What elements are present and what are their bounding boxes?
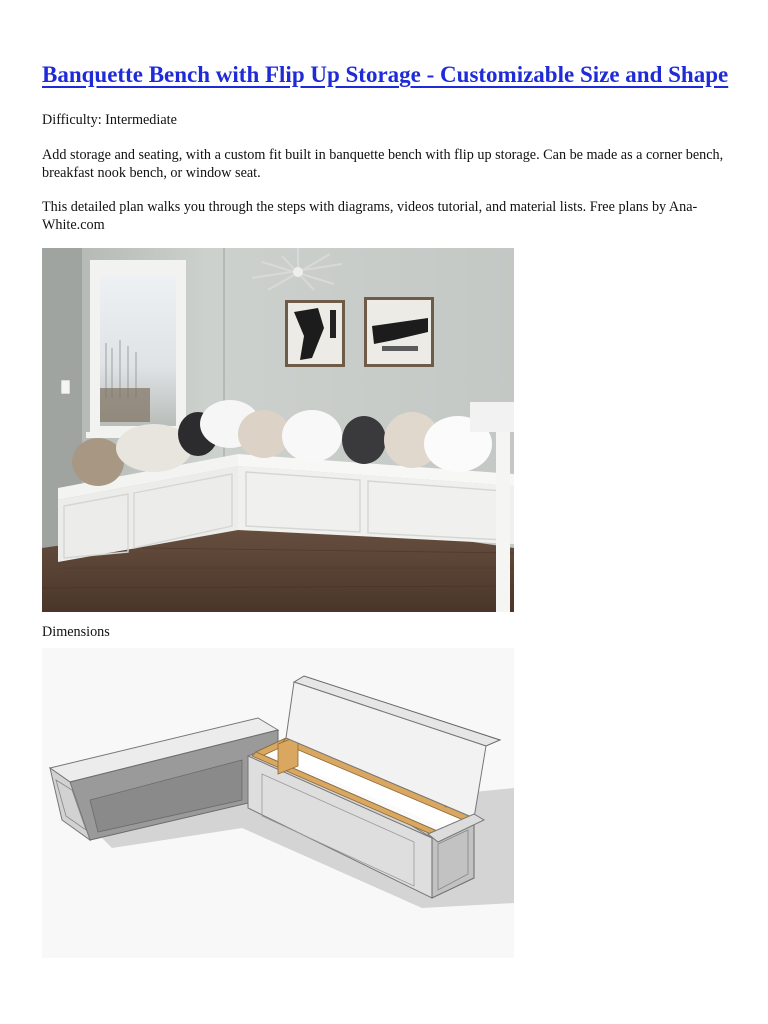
bench-dimensions-diagram [42, 648, 514, 958]
description-text: Add storage and seating, with a custom fit built in banquette bench with flip up storage. Can be made as a corner bench, breakfast nook bench, or window seat. [42, 147, 724, 181]
plan-intro-text: This detailed plan walks you through the steps with diagrams, videos tutorial, and material lists. Free plans by Ana-White.com [42, 199, 698, 233]
page-title-link[interactable]: Banquette Bench with Flip Up Storage - Customizable Size and Shape [42, 62, 729, 87]
dimensions-heading: Dimensions [42, 624, 110, 640]
banquette-photo [42, 248, 514, 612]
difficulty-text: Difficulty: Intermediate [42, 112, 177, 128]
